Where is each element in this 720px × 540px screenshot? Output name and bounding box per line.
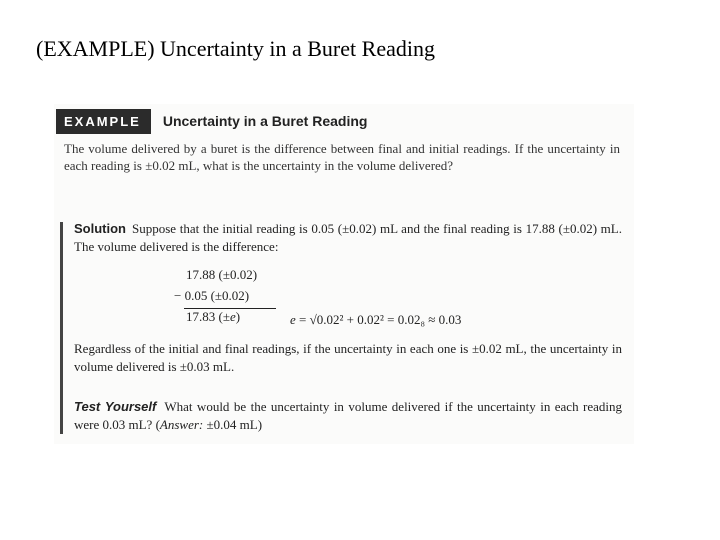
test-yourself-label: Test Yourself bbox=[74, 399, 157, 414]
textbook-example-scan bbox=[54, 104, 634, 444]
error-formula bbox=[290, 312, 461, 328]
example-question: The volume delivered by a buret is the difference between final and initial readings. If the uncertainty in each reading is ±0.02 mL, what is the uncertainty in the volume delivered? bbox=[64, 141, 620, 173]
calc-result-num: 17.83 (± bbox=[186, 309, 230, 324]
answer-label: Answer: bbox=[159, 417, 204, 432]
solution-paragraph bbox=[74, 220, 622, 256]
solution-rule bbox=[60, 222, 63, 434]
slide-title: (EXAMPLE) Uncertainty in a Buret Reading bbox=[36, 36, 435, 61]
error-var: e bbox=[290, 312, 296, 327]
error-equation: = √0.02² + 0.02² = 0.02₈ ≈ 0.03 bbox=[295, 312, 462, 327]
solution-label: Solution bbox=[74, 221, 126, 236]
calc-result bbox=[186, 306, 257, 327]
test-yourself-text: What would be the uncertainty in volume delivered if the uncertainty in each reading were 0.03 mL? ( bbox=[74, 399, 622, 432]
test-yourself bbox=[74, 398, 622, 434]
calc-result-close: ) bbox=[235, 309, 241, 324]
example-tag: EXAMPLE bbox=[56, 109, 151, 134]
example-header bbox=[56, 108, 367, 134]
example-title: Uncertainty in a Buret Reading bbox=[162, 113, 368, 129]
solution-conclusion: Regardless of the initial and final readings, if the uncertainty in each one is ±0.02 mL, the uncertainty in volume delivered is ±0.03 mL. bbox=[74, 341, 622, 374]
calc-line-2: − 0.05 (±0.02) bbox=[174, 288, 250, 303]
subtraction-calc bbox=[174, 264, 258, 327]
solution-text: Suppose that the initial reading is 0.05 (±0.02) mL and the final reading is 17.88 (±0.02) mL. The volume delivered is the difference: bbox=[74, 221, 622, 254]
calc-result-var: e bbox=[229, 309, 236, 324]
calc-underline bbox=[184, 308, 276, 309]
calc-line-1: 17.88 (±0.02) bbox=[186, 267, 258, 282]
answer-value: ±0.04 mL) bbox=[203, 417, 263, 432]
